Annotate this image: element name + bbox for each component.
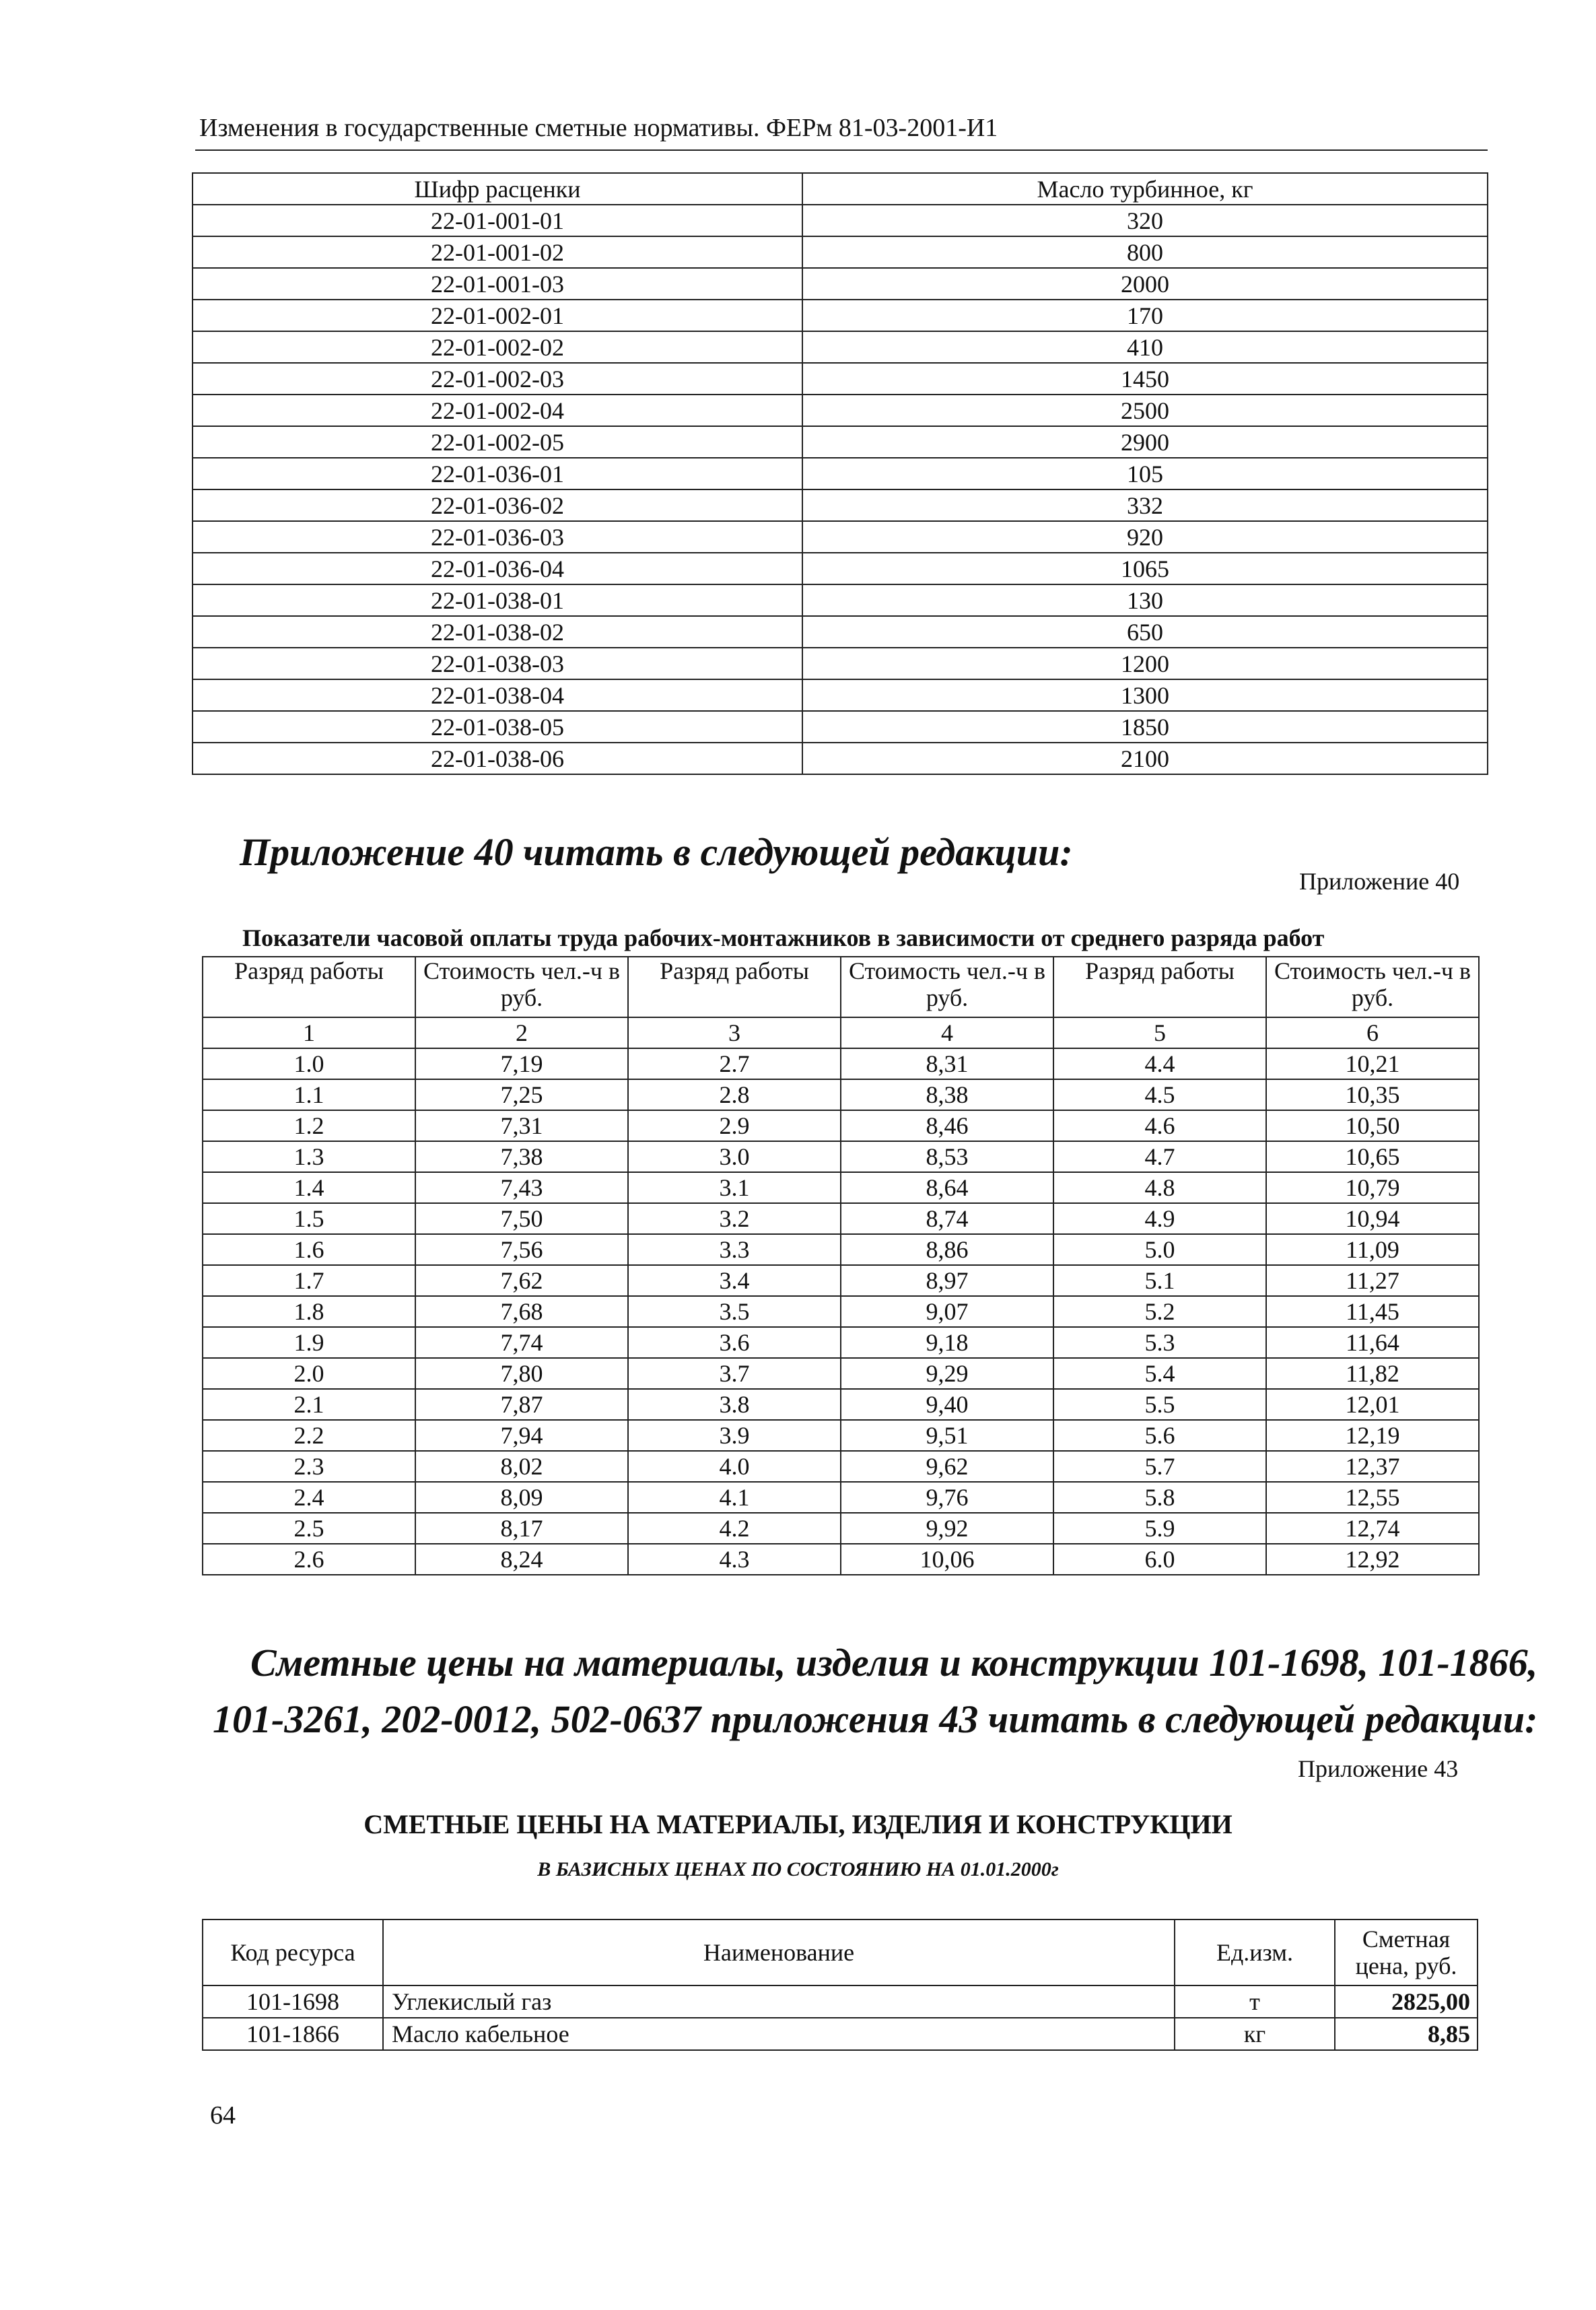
- table-cell: 1300: [802, 679, 1488, 711]
- table-row: [203, 1327, 1479, 1358]
- table-cell: 2.7: [628, 1048, 841, 1079]
- table-cell: 1065: [802, 553, 1488, 584]
- prices-title: СМЕТНЫЕ ЦЕНЫ НА МАТЕРИАЛЫ, ИЗДЕЛИЯ И КОНСТРУКЦИИ: [363, 1809, 1233, 1839]
- table-cell: 22-01-038-03: [193, 648, 802, 679]
- table-cell: 6.0: [1053, 1544, 1266, 1575]
- table-cell: 8,17: [415, 1513, 628, 1544]
- table-cell: 170: [802, 300, 1488, 331]
- table-cell: 2.9: [628, 1110, 841, 1141]
- table-cell: 5.6: [1053, 1420, 1266, 1451]
- table-cell: 10,79: [1266, 1172, 1479, 1203]
- table-cell: 410: [802, 331, 1488, 363]
- table-cell: 5.4: [1053, 1358, 1266, 1389]
- table-cell: 7,62: [415, 1265, 628, 1296]
- table-cell: 4.3: [628, 1544, 841, 1575]
- table-row: [193, 743, 1488, 774]
- column-number: 1: [203, 1017, 415, 1048]
- column-number: 4: [841, 1017, 1053, 1048]
- column-header-cost-1: Стоимость чел.-ч в руб.: [415, 957, 628, 1017]
- table-row: [193, 553, 1488, 584]
- table-cell: 2825,00: [1335, 1985, 1478, 2018]
- table-cell: 22-01-038-01: [193, 584, 802, 616]
- table-cell: 2.3: [203, 1451, 415, 1482]
- table-cell: 22-01-038-04: [193, 679, 802, 711]
- table-cell: 4.1: [628, 1482, 841, 1513]
- table-row: [193, 648, 1488, 679]
- table-row: [203, 1203, 1479, 1234]
- wage-rate-table: [202, 956, 1480, 1575]
- table-row: [193, 363, 1488, 395]
- wage-table-caption: Показатели часовой оплаты труда рабочих-монтажников в зависимости от среднего разряда работ: [242, 924, 1325, 951]
- table-cell: кг: [1175, 2018, 1335, 2050]
- table-cell: 3.8: [628, 1389, 841, 1420]
- table-cell: 8,24: [415, 1544, 628, 1575]
- table-cell: 9,07: [841, 1296, 1053, 1327]
- table-cell: 5.3: [1053, 1327, 1266, 1358]
- table-cell: 5.5: [1053, 1389, 1266, 1420]
- table-cell: 4.2: [628, 1513, 841, 1544]
- table-row: [203, 1420, 1479, 1451]
- table-cell: 12,37: [1266, 1451, 1479, 1482]
- table-cell: 3.9: [628, 1420, 841, 1451]
- table-row: [193, 236, 1488, 268]
- table-cell: 2.2: [203, 1420, 415, 1451]
- table-cell: 3.4: [628, 1265, 841, 1296]
- table-cell: 800: [802, 236, 1488, 268]
- table-header-row: [193, 173, 1488, 205]
- table-cell: 10,65: [1266, 1141, 1479, 1172]
- header-rule: [195, 149, 1488, 151]
- table-cell: 12,92: [1266, 1544, 1479, 1575]
- turbine-oil-table: [192, 172, 1488, 775]
- table-cell: 7,56: [415, 1234, 628, 1265]
- table-cell: 9,40: [841, 1389, 1053, 1420]
- section-43-heading-line1: Сметные цены на материалы, изделия и конструкции 101-1698, 101-1866,: [250, 1641, 1538, 1685]
- column-number: 2: [415, 1017, 628, 1048]
- table-cell: 5.8: [1053, 1482, 1266, 1513]
- table-cell: 4.6: [1053, 1110, 1266, 1141]
- table-cell: 2500: [802, 395, 1488, 426]
- column-header-grade-3: Разряд работы: [1053, 957, 1266, 1017]
- table-cell: 11,45: [1266, 1296, 1479, 1327]
- table-cell: 8,74: [841, 1203, 1053, 1234]
- table-cell: 7,87: [415, 1389, 628, 1420]
- column-header-price: Сметная цена, руб.: [1335, 1920, 1478, 1985]
- table-cell: 12,01: [1266, 1389, 1479, 1420]
- table-row: [203, 1389, 1479, 1420]
- table-cell: 11,82: [1266, 1358, 1479, 1389]
- table-cell: 1.1: [203, 1079, 415, 1110]
- table-row: [203, 1141, 1479, 1172]
- table-cell: 10,06: [841, 1544, 1053, 1575]
- table-row: [193, 679, 1488, 711]
- table-row: [203, 1985, 1478, 2018]
- table-cell: 22-01-002-05: [193, 426, 802, 458]
- table-cell: 3.5: [628, 1296, 841, 1327]
- table-cell: 12,55: [1266, 1482, 1479, 1513]
- table-cell: 130: [802, 584, 1488, 616]
- table-cell: 3.7: [628, 1358, 841, 1389]
- column-header-oil: Масло турбинное, кг: [802, 173, 1488, 205]
- table-cell: 22-01-001-02: [193, 236, 802, 268]
- table-cell: 9,92: [841, 1513, 1053, 1544]
- table-cell: 10,35: [1266, 1079, 1479, 1110]
- table-cell: 920: [802, 521, 1488, 553]
- appendix-40-label: Приложение 40: [1299, 868, 1460, 895]
- appendix-43-label: Приложение 43: [1298, 1755, 1459, 1782]
- table-cell: 3.2: [628, 1203, 841, 1234]
- table-cell: 105: [802, 458, 1488, 489]
- table-row: [203, 1296, 1479, 1327]
- table-row: [203, 1234, 1479, 1265]
- table-cell: т: [1175, 1985, 1335, 2018]
- table-cell: 22-01-038-05: [193, 711, 802, 743]
- table-cell: 1.9: [203, 1327, 415, 1358]
- table-cell: 9,29: [841, 1358, 1053, 1389]
- table-cell: 5.0: [1053, 1234, 1266, 1265]
- table-row: [193, 584, 1488, 616]
- table-cell: 2.1: [203, 1389, 415, 1420]
- table-cell: 5.9: [1053, 1513, 1266, 1544]
- table-cell: 3.3: [628, 1234, 841, 1265]
- table-row: [193, 489, 1488, 521]
- table-cell: 7,19: [415, 1048, 628, 1079]
- table-cell: 101-1866: [203, 2018, 383, 2050]
- table-cell: 101-1698: [203, 1985, 383, 2018]
- table-cell: 10,21: [1266, 1048, 1479, 1079]
- table-cell: 2.0: [203, 1358, 415, 1389]
- table-row: [203, 1048, 1479, 1079]
- table-row: [203, 1172, 1479, 1203]
- table-cell: 9,51: [841, 1420, 1053, 1451]
- table-cell: 11,27: [1266, 1265, 1479, 1296]
- table-cell: 22-01-002-03: [193, 363, 802, 395]
- table-cell: 2.4: [203, 1482, 415, 1513]
- table-cell: 7,50: [415, 1203, 628, 1234]
- table-row: [203, 2018, 1478, 2050]
- table-cell: 22-01-038-06: [193, 743, 802, 774]
- turbine-oil-table-body: [193, 205, 1488, 774]
- table-cell: 3.0: [628, 1141, 841, 1172]
- column-number: 3: [628, 1017, 841, 1048]
- table-cell: 22-01-002-01: [193, 300, 802, 331]
- table-header-row: [203, 1920, 1478, 1985]
- table-cell: 9,18: [841, 1327, 1053, 1358]
- material-prices-table-body: [203, 1985, 1478, 2050]
- table-cell: 1.8: [203, 1296, 415, 1327]
- prices-subtitle: В БАЗИСНЫХ ЦЕНАХ ПО СОСТОЯНИЮ НА 01.01.2000г: [537, 1858, 1059, 1880]
- table-cell: 7,43: [415, 1172, 628, 1203]
- table-row: [203, 1513, 1479, 1544]
- table-row: [193, 331, 1488, 363]
- table-cell: 22-01-001-03: [193, 268, 802, 300]
- table-cell: 3.1: [628, 1172, 841, 1203]
- table-cell: 22-01-036-02: [193, 489, 802, 521]
- table-cell: 3.6: [628, 1327, 841, 1358]
- table-cell: 10,94: [1266, 1203, 1479, 1234]
- table-cell: 8,31: [841, 1048, 1053, 1079]
- table-cell: 1.5: [203, 1203, 415, 1234]
- column-header-resource-code: Код ресурса: [203, 1920, 383, 1985]
- table-cell: 2900: [802, 426, 1488, 458]
- table-header-row: [203, 957, 1479, 1017]
- table-cell: 2.5: [203, 1513, 415, 1544]
- table-cell: 8,97: [841, 1265, 1053, 1296]
- column-header-code: Шифр расценки: [193, 173, 802, 205]
- table-cell: 1.4: [203, 1172, 415, 1203]
- table-row: [203, 1544, 1479, 1575]
- table-row: [203, 1110, 1479, 1141]
- table-cell: Углекислый газ: [383, 1985, 1175, 2018]
- column-header-grade-1: Разряд работы: [203, 957, 415, 1017]
- table-cell: 8,46: [841, 1110, 1053, 1141]
- table-row: [193, 711, 1488, 743]
- table-cell: 10,50: [1266, 1110, 1479, 1141]
- table-cell: 22-01-038-02: [193, 616, 802, 648]
- table-row: [203, 1079, 1479, 1110]
- table-cell: 2100: [802, 743, 1488, 774]
- table-cell: 8,85: [1335, 2018, 1478, 2050]
- table-cell: 11,09: [1266, 1234, 1479, 1265]
- table-cell: 12,74: [1266, 1513, 1479, 1544]
- section-43-heading-line2: 101-3261, 202-0012, 502-0637 приложения 43 читать в следующей редакции:: [213, 1697, 1538, 1741]
- table-cell: 7,38: [415, 1141, 628, 1172]
- table-cell: 11,64: [1266, 1327, 1479, 1358]
- table-cell: 22-01-036-01: [193, 458, 802, 489]
- table-cell: 4.4: [1053, 1048, 1266, 1079]
- material-prices-table: [202, 1919, 1478, 2051]
- page-header: Изменения в государственные сметные нормативы. ФЕРм 81-03-2001-И1: [199, 114, 998, 142]
- column-number: 5: [1053, 1017, 1266, 1048]
- table-cell: 1.6: [203, 1234, 415, 1265]
- table-cell: 9,62: [841, 1451, 1053, 1482]
- table-cell: 2000: [802, 268, 1488, 300]
- column-header-name: Наименование: [383, 1920, 1175, 1985]
- table-row: [193, 300, 1488, 331]
- table-cell: 7,94: [415, 1420, 628, 1451]
- table-cell: 8,09: [415, 1482, 628, 1513]
- table-cell: 7,25: [415, 1079, 628, 1110]
- page-number: 64: [210, 2101, 236, 2130]
- table-row: [193, 268, 1488, 300]
- table-row: [203, 1451, 1479, 1482]
- table-cell: 12,19: [1266, 1420, 1479, 1451]
- table-cell: 1.0: [203, 1048, 415, 1079]
- table-cell: 1200: [802, 648, 1488, 679]
- table-cell: 4.8: [1053, 1172, 1266, 1203]
- table-cell: 5.7: [1053, 1451, 1266, 1482]
- column-header-grade-2: Разряд работы: [628, 957, 841, 1017]
- table-cell: 22-01-002-02: [193, 331, 802, 363]
- table-cell: 4.9: [1053, 1203, 1266, 1234]
- table-cell: 7,31: [415, 1110, 628, 1141]
- table-cell: 8,38: [841, 1079, 1053, 1110]
- table-cell: 1.7: [203, 1265, 415, 1296]
- table-cell: 320: [802, 205, 1488, 236]
- table-cell: 1450: [802, 363, 1488, 395]
- table-cell: Масло кабельное: [383, 2018, 1175, 2050]
- table-cell: 332: [802, 489, 1488, 521]
- table-cell: 8,86: [841, 1234, 1053, 1265]
- table-row: [193, 521, 1488, 553]
- table-row: [193, 395, 1488, 426]
- table-row: [193, 205, 1488, 236]
- table-cell: 1850: [802, 711, 1488, 743]
- section-40-heading: Приложение 40 читать в следующей редакции:: [240, 830, 1073, 874]
- column-header-unit: Ед.изм.: [1175, 1920, 1335, 1985]
- column-number-row: [203, 1017, 1479, 1048]
- table-cell: 7,80: [415, 1358, 628, 1389]
- table-cell: 650: [802, 616, 1488, 648]
- table-cell: 9,76: [841, 1482, 1053, 1513]
- wage-rate-table-body: [203, 1048, 1479, 1575]
- table-cell: 7,68: [415, 1296, 628, 1327]
- table-row: [193, 426, 1488, 458]
- column-header-cost-3: Стоимость чел.-ч в руб.: [1266, 957, 1479, 1017]
- table-cell: 22-01-001-01: [193, 205, 802, 236]
- column-number: 6: [1266, 1017, 1479, 1048]
- table-cell: 1.3: [203, 1141, 415, 1172]
- table-cell: 4.0: [628, 1451, 841, 1482]
- column-header-cost-2: Стоимость чел.-ч в руб.: [841, 957, 1053, 1017]
- table-cell: 8,64: [841, 1172, 1053, 1203]
- table-cell: 5.1: [1053, 1265, 1266, 1296]
- table-cell: 2.8: [628, 1079, 841, 1110]
- table-row: [203, 1358, 1479, 1389]
- table-cell: 7,74: [415, 1327, 628, 1358]
- table-row: [193, 458, 1488, 489]
- table-cell: 5.2: [1053, 1296, 1266, 1327]
- table-row: [203, 1482, 1479, 1513]
- table-cell: 4.7: [1053, 1141, 1266, 1172]
- table-cell: 8,53: [841, 1141, 1053, 1172]
- table-cell: 2.6: [203, 1544, 415, 1575]
- table-cell: 22-01-036-03: [193, 521, 802, 553]
- table-cell: 22-01-002-04: [193, 395, 802, 426]
- table-cell: 4.5: [1053, 1079, 1266, 1110]
- table-row: [203, 1265, 1479, 1296]
- table-cell: 1.2: [203, 1110, 415, 1141]
- table-cell: 22-01-036-04: [193, 553, 802, 584]
- table-cell: 8,02: [415, 1451, 628, 1482]
- table-row: [193, 616, 1488, 648]
